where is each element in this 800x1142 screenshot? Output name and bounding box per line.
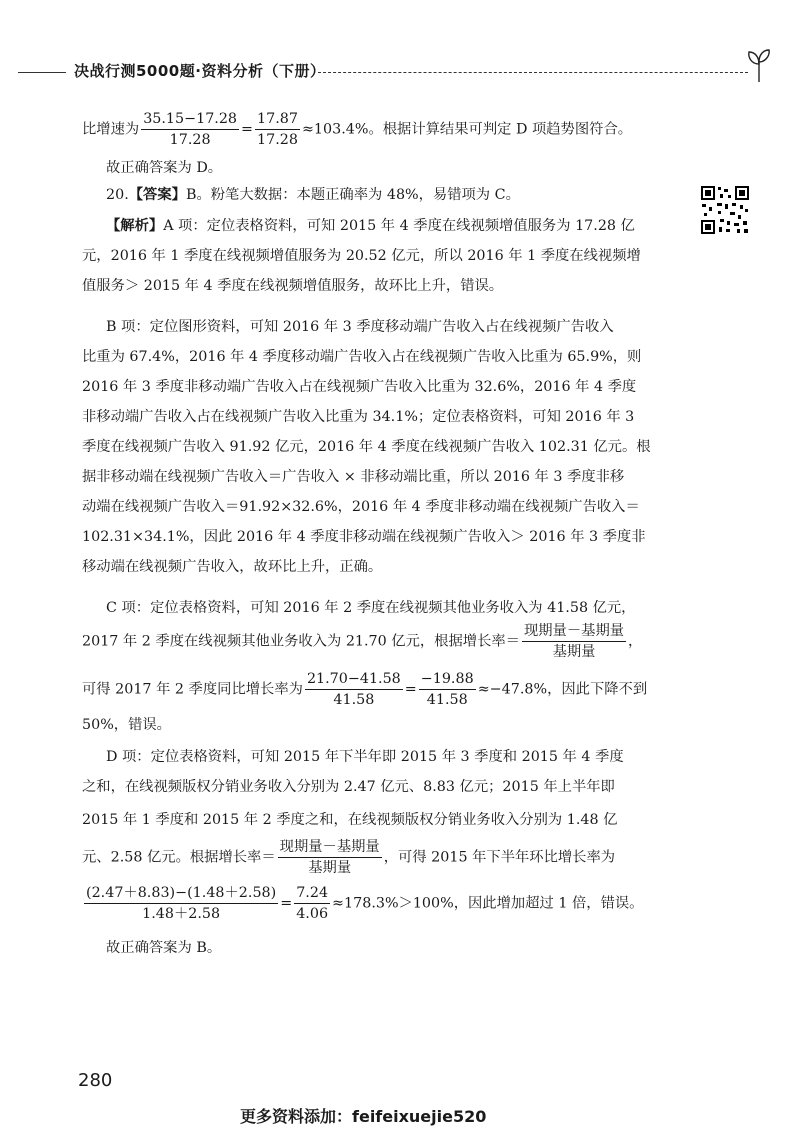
fraction: $\frac{-19.88}{41.58}$ [420,671,474,708]
analysis-b-line-1: B 项：定位图形资料，可知 2016 年 3 季度移动端广告收入占在线视频广告收入 [106,319,614,335]
calc-line-prev: 比增速为 $\frac{35.15-17.28}{17.28}$ = $\frac{17.87}{17.28}$ ≈103.4%。根据计算结果可判定 D 项趋势图符合。 [82,111,633,148]
calc-suffix: ≈103.4%。根据计算结果可判定 D 项趋势图符合。 [301,121,633,138]
fraction: $\frac{35.15-17.28}{17.28}$ [143,111,238,148]
analysis-b-line-6: 据非移动端在线视频广告收入＝广告收入 × 非移动端比重，所以 2016 年 3 季度非移 [82,469,625,485]
growth-rate-fraction: $\frac{\text{现期量－基期量}}{\text{基期量}}$ [523,623,625,660]
analysis-d-line-5: $\frac{(2.47+8.83)-(1.48+2.58)}{1.48+2.58}$ = $\frac{7.24}{4.06}$ ≈178.3%＞100%，因此增加超过 1 倍，错误。 [86,885,644,922]
analysis-a-line-1: 【解析】A 项：定位表格资料，可知 2015 年 4 季度在线视频增值服务为 17.28 亿 [106,218,635,234]
analysis-b-line-8: 102.31×34.1%，因此 2016 年 4 季度非移动端在线视频广告收入＞ 2016 年 3 季度非 [82,529,646,545]
analysis-b-line-5: 季度在线视频广告收入 91.92 亿元，2016 年 4 季度在线视频广告收入 102.31 亿元。根 [82,439,651,455]
analysis-c-line-3: 可得 2017 年 2 季度同比增长率为 $\frac{21.70-41.58}{41.58}$ = $\frac{-19.88}{41.58}$ ≈−47.8%，因此下降不到 [82,671,648,708]
footer-note: 更多资料添加：feifeixuejie520 [240,1107,487,1126]
page-number: 280 [78,1070,113,1091]
analysis-c-line-1: C 项：定位表格资料，可知 2016 年 2 季度在线视频其他业务收入为 41.58 亿元， [106,600,636,616]
analysis-d-line-3: 2015 年 1 季度和 2015 年 2 季度之和，在线视频版权分销业务收入分别为 1.48 亿 [82,812,618,828]
fraction: $\frac{7.24}{4.06}$ [296,885,329,922]
analysis-a-line-2: 元，2016 年 1 季度在线视频增值服务为 20.52 亿元，所以 2016 年 1 季度在线视频增 [82,248,641,264]
header-rule-left [18,72,66,73]
prev-answer-line: 故正确答案为 D。 [106,160,223,176]
analysis-b-line-7: 动端在线视频广告收入＝91.92×32.6%，2016 年 4 季度非移动端在线视频广告收入＝ [82,499,640,515]
book-title: 决战行测5000题·资料分析（下册） [74,62,326,80]
fraction: $\frac{(2.47+8.83)-(1.48+2.58)}{1.48+2.58}$ [86,885,277,922]
fraction: $\frac{21.70-41.58}{41.58}$ [306,671,401,708]
analysis-a-line-3: 值服务＞ 2015 年 4 季度在线视频增值服务，故环比上升，错误。 [82,278,504,294]
analysis-d-line-1: D 项：定位表格资料，可知 2015 年下半年即 2015 年 3 季度和 2015 年 4 季度 [106,749,624,765]
analysis-b-line-3: 2016 年 3 季度非移动端广告收入占在线视频广告收入比重为 32.6%，2016 年 4 季度 [82,379,637,395]
running-header [18,58,748,82]
final-answer-line: 故正确答案为 B。 [106,940,222,956]
sprout-icon [746,48,772,82]
analysis-c-line-2: 2017 年 2 季度在线视频其他业务收入为 21.70 亿元，根据增长率＝ $\frac{\text{现期量－基期量}}{\text{基期量}}$ ， [82,623,643,660]
analysis-c-line-4: 50%，错误。 [82,717,171,733]
growth-rate-fraction: $\frac{\text{现期量－基期量}}{\text{基期量}}$ [279,839,380,876]
calc-prefix: 比增速为 [82,121,140,138]
fraction: $\frac{17.87}{17.28}$ [257,111,298,148]
analysis-d-line-2: 之和，在线视频版权分销业务收入分别为 2.47 亿元、8.83 亿元；2015 年上半年即 [82,779,615,795]
analysis-b-line-2: 比重为 67.4%，2016 年 4 季度移动端广告收入占在线视频广告收入比重为 65.9%，则 [82,349,642,365]
analysis-b-line-9: 移动端在线视频广告收入，故环比上升，正确。 [82,559,383,575]
question-20-answer: 20.【答案】B。粉笔大数据：本题正确率为 48%，易错项为 C。 [106,187,520,203]
analysis-b-line-4: 非移动端广告收入占在线视频广告收入比重为 34.1%；定位表格资料，可知 2016 年 3 [82,409,635,425]
analysis-tag: 【解析】 [106,218,164,234]
answer-tag: 【答案】 [128,187,186,203]
analysis-d-line-4: 元、2.58 亿元。根据增长率＝ $\frac{\text{现期量－基期量}}{\text{基期量}}$ ，可得 2015 年下半年环比增长率为 [82,839,616,876]
qr-code-icon [700,185,750,235]
header-rule-right [318,72,748,73]
